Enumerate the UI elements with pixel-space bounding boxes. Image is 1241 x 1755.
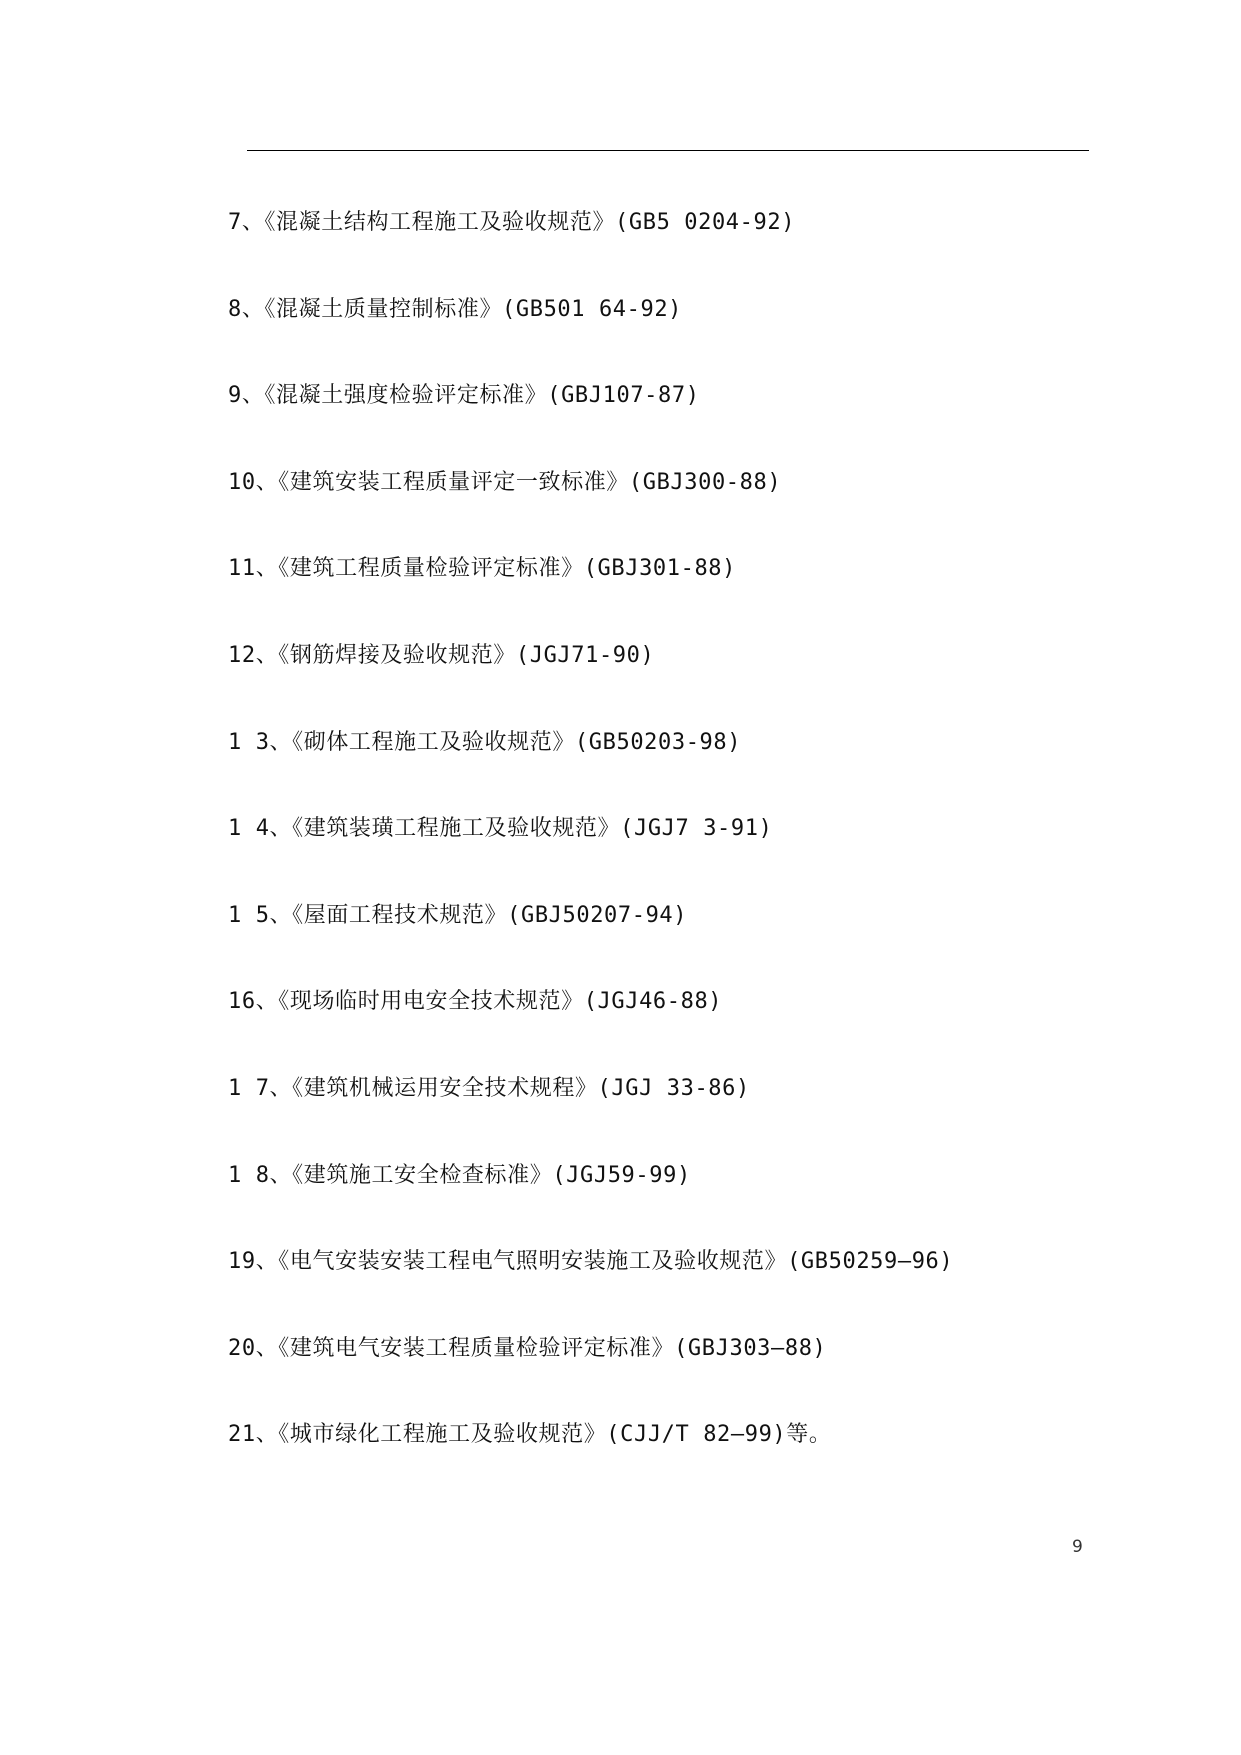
reference-item-14: 1 4、《建筑装璜工程施工及验收规范》(JGJ7 3-91) [228,816,773,842]
reference-item-8: 8、《混凝土质量控制标准》(GB501 64-92) [228,296,683,322]
reference-item-7: 7、《混凝土结构工程施工及验收规范》(GB5 0204-92) [228,210,796,235]
reference-item-17: 1 7、《建筑机械运用安全技术规程》(JGJ 33-86) [228,1075,750,1101]
reference-item-13: 1 3、《砌体工程施工及验收规范》(GB50203-98) [228,729,742,755]
reference-list [228,200,1128,1499]
reference-item-10: 10、《建筑安装工程质量评定一致标准》(GBJ300-88) [228,469,782,495]
page-number: 9 [1072,1537,1083,1557]
reference-item-12: 12、《钢筋焊接及验收规范》(JGJ71-90) [228,642,655,668]
reference-item-9: 9、《混凝土强度检验评定标准》(GBJ107-87) [228,383,700,409]
reference-item-15: 1 5、《屋面工程技术规范》(GBJ50207-94) [228,902,688,928]
header-rule [247,150,1089,151]
reference-item-19: 19、《电气安装安装工程电气照明安装施工及验收规范》(GB50259—96) [228,1249,954,1275]
reference-item-20: 20、《建筑电气安装工程质量检验评定标准》(GBJ303—88) [228,1335,827,1361]
reference-item-16: 16、《现场临时用电安全技术规范》(JGJ46-88) [228,989,723,1015]
reference-item-21: 21、《城市绿化工程施工及验收规范》(CJJ/T 82—99)等。 [228,1422,832,1448]
reference-item-18: 1 8、《建筑施工安全检查标准》(JGJ59-99) [228,1162,691,1188]
reference-item-11: 11、《建筑工程质量检验评定标准》(GBJ301-88) [228,556,736,582]
